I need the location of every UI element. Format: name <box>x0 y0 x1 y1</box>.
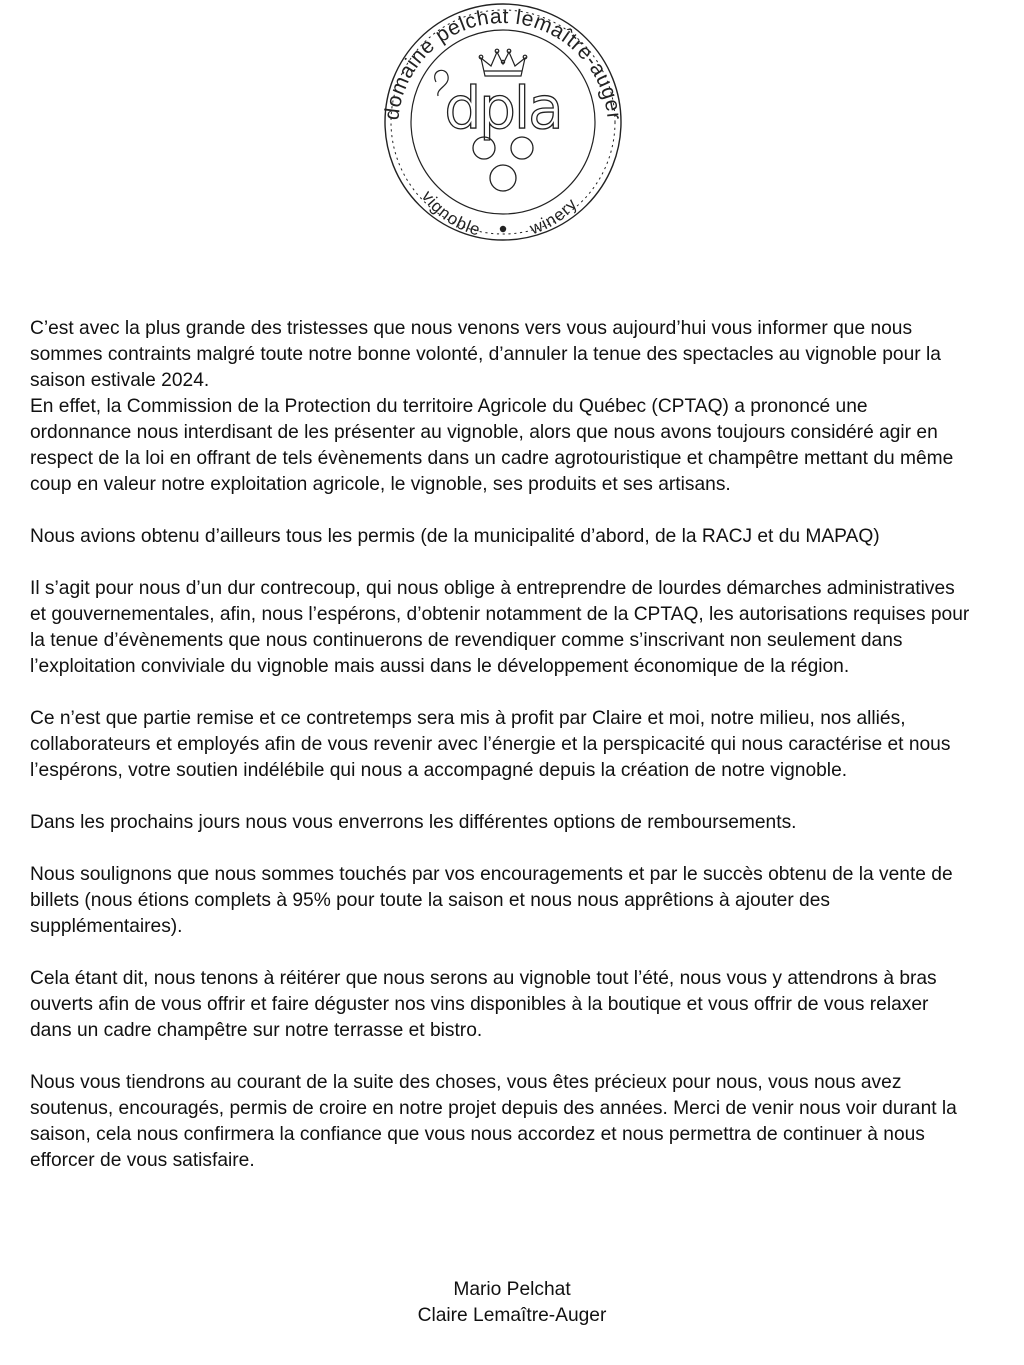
signature-name-claire: Claire Lemaître-Auger <box>417 1305 607 1326</box>
logo-monogram: dpla <box>444 74 562 142</box>
paragraph-cptaq: En effet, la Commission de la Protection du territoire Agricole du Québec (CPTAQ) a prononcé une ordonnance nous interdisant de les présenter au vignoble, alors que nous avons toujours considéré agir en respect de la loi en offrant de tels évènements dans un cadre agrotouristique et champêtre mettant du même coup en valeur notre exploitation agricole, le vignoble, ses produits et ses artisans. <box>30 396 954 495</box>
logo-arc-right-text: winery <box>527 194 582 239</box>
paragraph-intro: C’est avec la plus grande des tristesses que nous venons vers vous aujourd’hui vous informer que nous sommes contraints malgré toute notre bonne volonté, d’annuler la tenue des spectacles au vignoble pour la saison estivale 2024. <box>30 318 941 391</box>
paragraph-summer: Cela étant dit, nous tenons à réitérer que nous serons au vignoble tout l’été, nous vous y attendrons à bras ouverts afin de vous offrir et faire déguster nos vins disponibles à la boutique et vous offrir de vous relaxer dans un cadre champêtre sur notre terrasse et bistro. <box>30 968 937 1041</box>
logo-arc-left-text: vignoble <box>417 187 484 240</box>
signature-name-mario: Mario Pelchat <box>453 1279 571 1300</box>
logo-arc-top-text: domaine pelchat lemaître-auger <box>380 4 626 122</box>
crown-icon <box>479 49 527 76</box>
winery-logo-seal <box>372 0 634 250</box>
paragraph-permits: Nous avions obtenu d’ailleurs tous les permis (de la municipalité d’abord, de la RACJ et du MAPAQ) <box>30 526 880 547</box>
paragraph-tickets: Nous soulignons que nous sommes touchés par vos encouragements et par le succès obtenu de la vente de billets (nous étions complets à 95% pour toute la saison et nous nous apprêtions à ajouter des supplémentaires). <box>30 864 953 937</box>
paragraph-setback: Il s’agit pour nous d’un dur contrecoup, qui nous oblige à entreprendre de lourdes démarches administratives et gouvernementales, afin, nous l’espérons, d’obtenir notamment de la CPTAQ, les autorisations requises pour la tenue d’évènements que nous continuerons de revendiquer comme s’inscrivant non seulement dans l’exploitation conviviale du vignoble mais aussi dans le développement économique de la région. <box>30 578 970 677</box>
paragraph-closing: Nous vous tiendrons au courant de la suite des choses, vous êtes précieux pour nous, vous nous avez soutenus, encouragés, permis de croire en notre projet depuis des années. Merci de venir nous voir durant la saison, cela nous confirmera la confiance que vous nous accordez et nous permettra de continuer à nous efforcer de vous satisfaire. <box>30 1072 957 1171</box>
letter-body <box>30 316 974 1174</box>
logo-separator-dot <box>500 226 506 232</box>
grape-cluster-icon <box>473 137 533 191</box>
paragraph-postponed: Ce n’est que partie remise et ce contretemps sera mis à profit par Claire et moi, notre milieu, nos alliés, collaborateurs et employés afin de vous revenir avec l’énergie et la perspicacité qui nous caractérise et nous l’espérons, votre soutien indélébile qui nous a accompagné depuis la création de notre vignoble. <box>30 708 951 781</box>
paragraph-refunds: Dans les prochains jours nous vous enverrons les différentes options de remboursements. <box>30 812 797 833</box>
